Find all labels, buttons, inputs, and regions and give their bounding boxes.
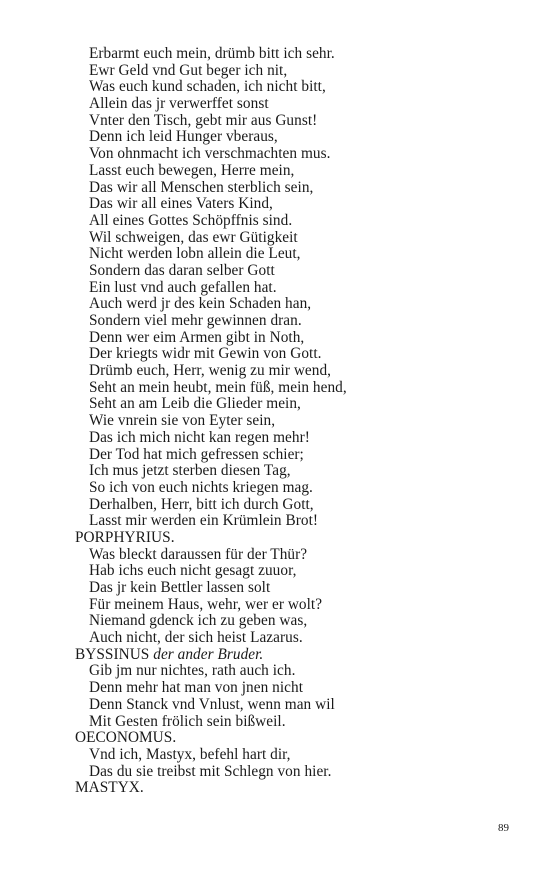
verse-line	[75, 480, 495, 497]
verse-line	[75, 447, 495, 464]
verse-text: Denn ich leid Hunger vberaus,	[89, 128, 278, 146]
verse-text: Drümb euch, Herr, wenig zu mir wend,	[89, 362, 332, 380]
verse-text: Wie vnrein sie von Eyter sein,	[89, 412, 276, 430]
verse-text: Hab ichs euch nicht gesagt zuuor,	[89, 562, 297, 580]
verse-text: Vnd ich, Mastyx, befehl hart dir,	[89, 745, 291, 763]
verse-line	[75, 280, 495, 297]
verse-line	[75, 697, 495, 714]
verse-text: Von ohnmacht ich verschmachten mus.	[89, 145, 331, 163]
speaker-label: OECONOMUS.	[75, 729, 177, 747]
verse-text: Ich mus jetzt sterben diesen Tag,	[89, 462, 291, 480]
verse-line	[75, 430, 495, 447]
verse-line	[75, 714, 495, 731]
page-number: 89	[498, 822, 509, 834]
verse-line	[75, 463, 495, 480]
verse-line	[75, 246, 495, 263]
verse-line	[75, 563, 495, 580]
verse-line	[75, 313, 495, 330]
speaker-label: PORPHYRIUS.	[75, 528, 175, 546]
verse-line	[75, 513, 495, 530]
verse-line	[75, 764, 495, 781]
verse-line	[75, 547, 495, 564]
verse-line	[75, 180, 495, 197]
verse-text: Was bleckt daraussen für der Thür?	[89, 545, 308, 563]
verse-text: Das ich mich nicht kan regen mehr!	[89, 428, 310, 446]
speaker-name	[75, 530, 495, 547]
verse-text: Wil schweigen, das ewr Gütigkeit	[89, 228, 298, 246]
verse-text: Für meinem Haus, wehr, wer er wolt?	[89, 595, 323, 613]
verse-text: Der kriegts widr mit Gewin von Gott.	[89, 345, 322, 363]
verse-text: Der Tod hat mich gefressen schier;	[89, 445, 304, 463]
speaker-name	[75, 780, 495, 797]
verse-line	[75, 113, 495, 130]
verse-line	[75, 747, 495, 764]
verse-text: Seht an mein heubt, mein füß, mein hend,	[89, 378, 347, 396]
verse-line	[75, 146, 495, 163]
verse-text: Mit Gesten frölich sein bißweil.	[89, 712, 286, 730]
verse-line	[75, 680, 495, 697]
verse-line	[75, 413, 495, 430]
verse-text: Was euch kund schaden, ich nicht bitt,	[89, 78, 326, 96]
verse-line	[75, 363, 495, 380]
verse-line	[75, 597, 495, 614]
verse-text: Lasst mir werden ein Krümlein Brot!	[89, 512, 319, 530]
verse-line	[75, 580, 495, 597]
verse-text: Sondern viel mehr gewinnen dran.	[89, 312, 302, 329]
verse-line	[75, 396, 495, 413]
verse-text: Das jr kein Bettler lassen solt	[89, 579, 271, 596]
verse-text: Denn mehr hat man von jnen nicht	[89, 679, 304, 697]
verse-text: Denn wer eim Armen gibt in Noth,	[89, 328, 305, 346]
verse-text: Derhalben, Herr, bitt ich durch Gott,	[89, 495, 314, 513]
verse-line	[75, 630, 495, 647]
verse-text: Sondern das daran selber Gott	[89, 261, 275, 279]
verse-line	[75, 46, 495, 63]
verse-line	[75, 330, 495, 347]
verse-text: Seht an am Leib die Glieder mein,	[89, 395, 301, 413]
verse-text: Gib jm nur nichtes, rath auch ich.	[89, 662, 296, 680]
verse-text: Vnter den Tisch, gebt mir aus Gunst!	[89, 111, 318, 129]
verse-line	[75, 163, 495, 180]
verse-text: Ewr Geld vnd Gut beger ich nit,	[89, 61, 288, 79]
verse-text: Lasst euch bewegen, Herre mein,	[89, 161, 295, 179]
speaker-name	[75, 730, 495, 747]
verse-text: Allein das jr verwerffet sonst	[89, 95, 269, 113]
speaker-label: BYSSINUS	[75, 645, 150, 663]
verse-text: Erbarmt euch mein, drümb bitt ich sehr.	[89, 45, 335, 62]
verse-line	[75, 380, 495, 397]
verse-line	[75, 96, 495, 113]
verse-line	[75, 346, 495, 363]
verse-line	[75, 63, 495, 80]
speaker-note: der ander Bruder.	[153, 645, 264, 663]
verse-text: Auch nicht, der sich heist Lazarus.	[89, 629, 303, 647]
verse-line	[75, 663, 495, 680]
verse-text-block	[75, 46, 495, 797]
verse-line	[75, 613, 495, 630]
verse-line	[75, 497, 495, 514]
verse-text: Denn Stanck vnd Vnlust, wenn man wil	[89, 695, 335, 713]
verse-line	[75, 263, 495, 280]
verse-line	[75, 129, 495, 146]
speaker-name	[75, 647, 495, 664]
verse-text: So ich von euch nichts kriegen mag.	[89, 478, 313, 496]
verse-line	[75, 213, 495, 230]
verse-text: Nicht werden lobn allein die Leut,	[89, 245, 301, 263]
verse-line	[75, 230, 495, 247]
verse-text: Auch werd jr des kein Schaden han,	[89, 295, 312, 313]
verse-line	[75, 296, 495, 313]
verse-text: Niemand gdenck ich zu geben was,	[89, 612, 308, 630]
verse-text: Das wir all Menschen sterblich sein,	[89, 178, 314, 196]
speaker-label: MASTYX.	[75, 779, 144, 797]
verse-text: Ein lust vnd auch gefallen hat.	[89, 278, 277, 296]
verse-text: All eines Gottes Schöpffnis sind.	[89, 211, 293, 229]
verse-text: Das wir all eines Vaters Kind,	[89, 195, 273, 213]
verse-line	[75, 79, 495, 96]
verse-line	[75, 196, 495, 213]
verse-text: Das du sie treibst mit Schlegn von hier.	[89, 762, 332, 780]
